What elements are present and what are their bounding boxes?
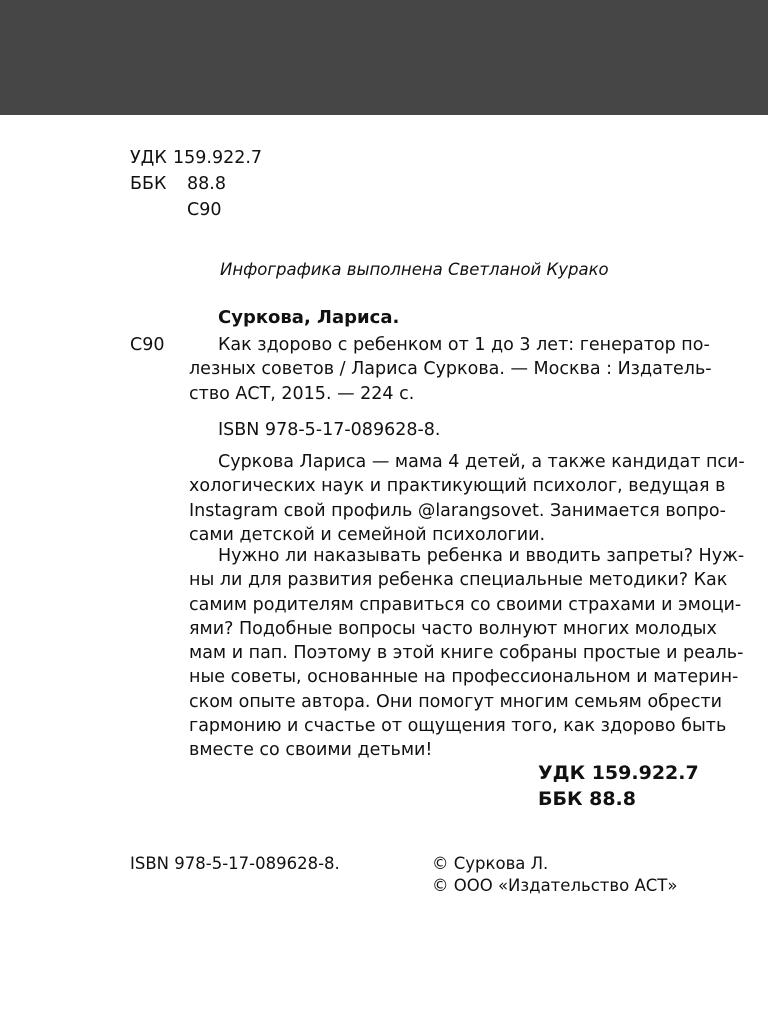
annotation-line: гармонию и счастье от ощущения того, как здорово быть xyxy=(189,716,727,737)
copyright-publisher: © ООО «Издательство АСТ» xyxy=(432,876,678,895)
annotation-line: ны ли для развития ребенка специальные методики? Как xyxy=(189,570,728,591)
udk-label: УДК xyxy=(130,148,167,168)
bbk-value: 88.8 xyxy=(187,174,226,194)
description-line: ство АСТ, 2015. — 224 с. xyxy=(189,383,415,404)
footer-isbn: ISBN 978-5-17-089628-8. xyxy=(130,854,340,873)
entry-author: Суркова, Лариса. xyxy=(218,307,400,328)
udk-value: 159.922.7 xyxy=(173,148,263,168)
bbk-label: ББК xyxy=(130,174,167,194)
bold-bbk: ББК 88.8 xyxy=(538,788,636,810)
annotation-paragraph-1 xyxy=(189,450,745,547)
entry-mark: С90 xyxy=(130,335,165,355)
annotation-line: самим родителям справиться со своими страхами и эмоци- xyxy=(189,594,742,615)
annotation-line: Instagram свой профиль @larangsovet. Занимается вопро- xyxy=(189,500,726,521)
annotation-line: мам и пап. Поэтому в этой книге собраны простые и реаль- xyxy=(189,643,744,664)
annotation-line: сами детской и семейной психологии. xyxy=(189,524,546,545)
annotation-paragraph-2 xyxy=(189,544,745,763)
description-line: лезных советов / Лариса Суркова. — Москва : Издатель- xyxy=(189,359,712,380)
infographics-credit: Инфографика выполнена Светланой Курако xyxy=(220,260,609,279)
annotation-line: вместе со своими детьми! xyxy=(189,740,433,761)
bold-udk: УДК 159.922.7 xyxy=(538,762,699,784)
annotation-line: хологических наук и практикующий психолог, ведущая в xyxy=(189,476,726,497)
entry-isbn: ISBN 978-5-17-089628-8. xyxy=(218,420,441,440)
description-line: Как здорово с ребенком от 1 до 3 лет: генератор по- xyxy=(218,335,710,355)
annotation-line: ями? Подобные вопросы часто волнуют многих молодых xyxy=(189,618,717,639)
copyright-author: © Суркова Л. xyxy=(432,854,549,873)
annotation-line: Нужно ли наказывать ребенка и вводить запреты? Нуж- xyxy=(218,546,745,566)
top-dark-band xyxy=(0,0,768,115)
annotation-line: ском опыте автора. Они помогут многим семьям обрести xyxy=(189,691,723,712)
annotation-line: Суркова Лариса — мама 4 детей, а также кандидат пси- xyxy=(218,452,745,472)
author-mark: С90 xyxy=(187,200,222,220)
annotation-line: ные советы, основанные на профессиональном и материн- xyxy=(189,667,739,688)
entry-description xyxy=(189,333,712,406)
